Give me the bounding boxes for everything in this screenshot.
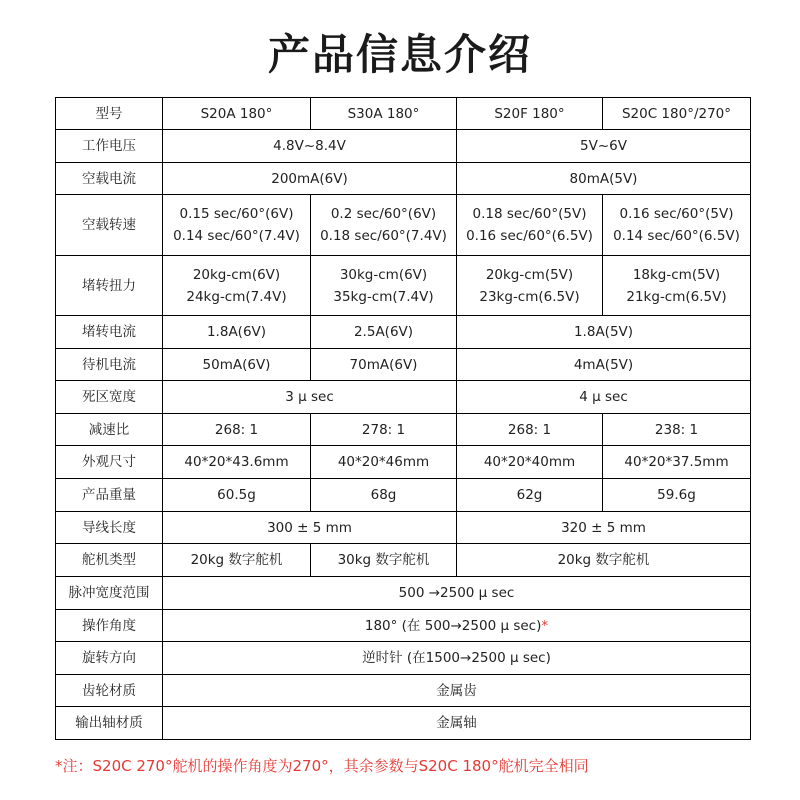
model-header: S20C 180°/270° — [603, 98, 751, 130]
table-cell: 4 μ sec — [457, 381, 751, 414]
table-cell: 68g — [311, 479, 457, 512]
row-label: 死区宽度 — [56, 381, 163, 414]
table-row-model — [56, 98, 751, 130]
row-label: 空载转速 — [56, 195, 163, 256]
table-cell — [457, 195, 603, 256]
spec-table — [55, 97, 751, 740]
table-cell — [311, 195, 457, 256]
cell-line: 0.16 sec/60°(6.5V) — [466, 228, 593, 244]
row-label: 空载电流 — [56, 163, 163, 195]
cell-line: 20kg-cm(5V) — [485, 266, 574, 283]
table-row-gear-ratio — [56, 414, 751, 446]
table-row-servo-type — [56, 544, 751, 577]
cell-line: 20kg-cm(6V) — [192, 266, 281, 283]
table-cell — [603, 256, 751, 316]
table-cell: 320 ± 5 mm — [457, 512, 751, 544]
table-cell: 278: 1 — [311, 414, 457, 446]
table-cell: 3 μ sec — [163, 381, 457, 414]
row-label: 操作角度 — [56, 610, 163, 642]
table-row-operating-angle — [56, 610, 751, 642]
table-cell: 40*20*37.5mm — [603, 446, 751, 479]
cell-line: 0.18 sec/60°(5V) — [472, 206, 587, 222]
row-label: 脉冲宽度范围 — [56, 577, 163, 610]
cell-line: 24kg-cm(7.4V) — [186, 288, 287, 305]
table-cell: 40*20*40mm — [457, 446, 603, 479]
row-label: 型号 — [56, 98, 163, 130]
table-cell: 50mA(6V) — [163, 349, 311, 381]
table-cell: 1.8A(6V) — [163, 316, 311, 349]
table-cell: 300 ± 5 mm — [163, 512, 457, 544]
cell-line: 30kg-cm(6V) — [339, 266, 428, 283]
table-row-wire-length — [56, 512, 751, 544]
table-cell: 60.5g — [163, 479, 311, 512]
cell-text: 180° (在 500→2500 μ sec) — [364, 617, 542, 634]
table-cell — [163, 195, 311, 256]
table-row-gear-material — [56, 675, 751, 707]
row-label: 齿轮材质 — [56, 675, 163, 707]
table-cell: 200mA(6V) — [163, 163, 457, 195]
row-label: 输出轴材质 — [56, 707, 163, 740]
table-row-stall-current — [56, 316, 751, 349]
table-cell — [311, 256, 457, 316]
table-cell: 金属轴 — [163, 707, 751, 740]
table-cell: 2.5A(6V) — [311, 316, 457, 349]
cell-line: 23kg-cm(6.5V) — [479, 288, 580, 305]
row-label: 工作电压 — [56, 130, 163, 163]
table-cell — [163, 256, 311, 316]
table-cell: 20kg 数字舵机 — [457, 544, 751, 577]
table-row-pulse-range — [56, 577, 751, 610]
footnote: *注：S20C 270°舵机的操作角度为270°，其余参数与S20C 180°舵机完全相同 — [55, 757, 589, 775]
table-cell: 59.6g — [603, 479, 751, 512]
table-cell: 62g — [457, 479, 603, 512]
cell-line: 0.16 sec/60°(5V) — [619, 206, 734, 222]
row-label: 外观尺寸 — [56, 446, 163, 479]
table-row-standby-current — [56, 349, 751, 381]
cell-line: 35kg-cm(7.4V) — [333, 288, 434, 305]
table-cell — [603, 195, 751, 256]
table-cell: 500 →2500 μ sec — [163, 577, 751, 610]
table-cell: 4.8V~8.4V — [163, 130, 457, 163]
table-cell: 80mA(5V) — [457, 163, 751, 195]
table-cell — [163, 610, 751, 642]
table-row-noload-current — [56, 163, 751, 195]
row-label: 减速比 — [56, 414, 163, 446]
row-label: 产品重量 — [56, 479, 163, 512]
page-title: 产品信息介绍 — [267, 30, 532, 79]
table-row-deadband — [56, 381, 751, 414]
table-cell: 40*20*43.6mm — [163, 446, 311, 479]
row-label: 舵机类型 — [56, 544, 163, 577]
cell-line: 0.14 sec/60°(7.4V) — [173, 228, 300, 244]
cell-line: 0.18 sec/60°(7.4V) — [320, 228, 447, 244]
table-cell: 268: 1 — [163, 414, 311, 446]
table-cell: 5V~6V — [457, 130, 751, 163]
cell-line: 21kg-cm(6.5V) — [626, 288, 727, 305]
table-row-stall-torque — [56, 256, 751, 316]
cell-line: 0.14 sec/60°(6.5V) — [613, 228, 740, 244]
row-label: 旋转方向 — [56, 642, 163, 675]
table-cell: 20kg 数字舵机 — [163, 544, 311, 577]
row-label: 导线长度 — [56, 512, 163, 544]
table-row-weight — [56, 479, 751, 512]
table-cell — [457, 256, 603, 316]
table-cell: 70mA(6V) — [311, 349, 457, 381]
table-row-dimensions — [56, 446, 751, 479]
cell-line: 18kg-cm(5V) — [632, 266, 721, 283]
table-cell: 4mA(5V) — [457, 349, 751, 381]
table-cell: 268: 1 — [457, 414, 603, 446]
table-row-noload-speed — [56, 195, 751, 256]
table-cell: 30kg 数字舵机 — [311, 544, 457, 577]
table-cell: 金属齿 — [163, 675, 751, 707]
model-header: S30A 180° — [311, 98, 457, 130]
row-label: 待机电流 — [56, 349, 163, 381]
table-cell: 238: 1 — [603, 414, 751, 446]
table-cell: 40*20*46mm — [311, 446, 457, 479]
model-header: S20A 180° — [163, 98, 311, 130]
table-row-voltage — [56, 130, 751, 163]
cell-line: 0.15 sec/60°(6V) — [179, 206, 294, 222]
table-cell: 1.8A(5V) — [457, 316, 751, 349]
row-label: 堵转扭力 — [56, 256, 163, 316]
table-row-shaft-material — [56, 707, 751, 740]
asterisk-mark: * — [541, 617, 549, 634]
cell-line: 0.2 sec/60°(6V) — [330, 206, 437, 222]
table-cell: 逆时针 (在1500→2500 μ sec) — [163, 642, 751, 675]
model-header: S20F 180° — [457, 98, 603, 130]
row-label: 堵转电流 — [56, 316, 163, 349]
table-row-rotation — [56, 642, 751, 675]
